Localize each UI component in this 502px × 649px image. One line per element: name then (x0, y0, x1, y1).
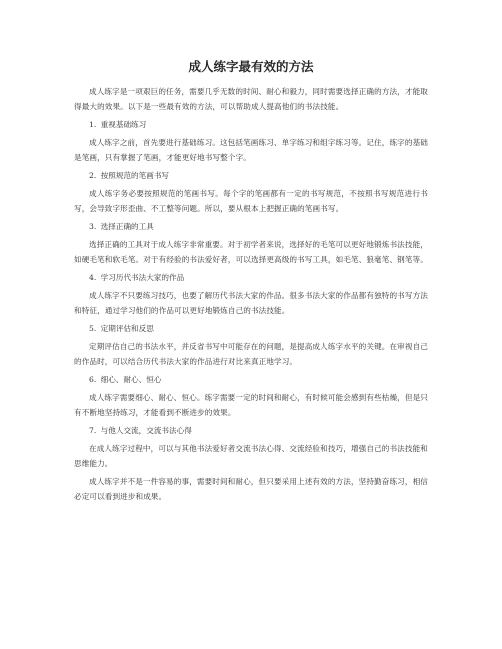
intro-paragraph: 成人练字是一项艰巨的任务，需要几乎无数的时间、耐心和毅力，同时需要选择正确的方法，才能取得最大的效果。以下是一些最有效的方法，可以帮助成人提高他们的书法技能。 (74, 87, 428, 111)
section-title: 与他人交流，交流书法心得 (100, 426, 192, 435)
section-heading-7 (89, 424, 428, 438)
section-body-7: 在成人练字过程中，可以与其他书法爱好者交流书法心得、交流经验和技巧，增强自己的书法技能和思维能力。 (74, 444, 428, 468)
section-title: 学习历代书法大家的作品 (100, 273, 185, 282)
section-heading-2 (89, 169, 428, 183)
section-title: 按照规范的笔画书写 (100, 171, 170, 180)
conclusion-paragraph: 成人练字并不是一件容易的事，需要时间和耐心，但只要采用上述有效的方法，坚持勤奋练习，相信必定可以看到进步和成果。 (74, 477, 428, 501)
section-heading-4 (89, 271, 428, 285)
section-body-5: 定期评估自己的书法水平，并反省书写中可能存在的问题，是提高成人练字水平的关键。在审视自己的作品时，可以结合历代书法大家的作品进行对比来真正地学习。 (74, 342, 428, 366)
section-title: 选择正确的工具 (100, 222, 154, 231)
section-number: 3. (89, 222, 97, 231)
section-body-2: 成人练字务必要按照规范的笔画书写。每个字的笔画都有一定的书写规范，不按照书写规范进行书写，会导致字形歪曲、不工整等问题。所以，要从根本上把握正确的笔画书写。 (74, 189, 428, 213)
page-title: 成人练字最有效的方法 (188, 59, 314, 74)
section-number: 7. (89, 426, 97, 435)
section-number: 1. (89, 120, 97, 129)
section-heading-3 (89, 220, 428, 234)
section-title: 定期评估和反思 (100, 324, 154, 333)
section-number: 6. (89, 375, 97, 384)
section-heading-6 (89, 373, 428, 387)
section-body-1: 成人练字之前，首先要进行基础练习。这包括笔画练习、单字练习和组字练习等。记住，练字的基础是笔画，只有掌握了笔画，才能更好地书写整个字。 (74, 138, 428, 162)
section-body-4: 成人练字不只要练习技巧，也要了解历代书法大家的作品。很多书法大家的作品都有独特的书写方法和特征，通过学习他们的作品可以更好地锻炼自己的书法技能。 (74, 291, 428, 315)
section-body-3: 选择正确的工具对于成人练字非常重要。对于初学者来说，选择好的毛笔可以更好地锻炼书法技能，如硬毛笔和软毛笔。对于有经验的书法爱好者，可以选择更高级的书写工具，如毛笔、狼毫笔、钢笔等。 (74, 240, 428, 264)
section-heading-1 (89, 118, 428, 132)
section-title: 重视基础练习 (100, 120, 147, 129)
section-heading-5 (89, 322, 428, 336)
section-number: 5. (89, 324, 97, 333)
section-body-6: 成人练字需要细心、耐心、恒心。练字需要一定的时间和耐心，有时候可能会感到有些枯燥，但是只有不断地坚持练习，才能看到不断进步的效果。 (74, 393, 428, 417)
section-number: 4. (89, 273, 97, 282)
section-number: 2. (89, 171, 97, 180)
section-title: 细心、耐心、恒心 (100, 375, 162, 384)
